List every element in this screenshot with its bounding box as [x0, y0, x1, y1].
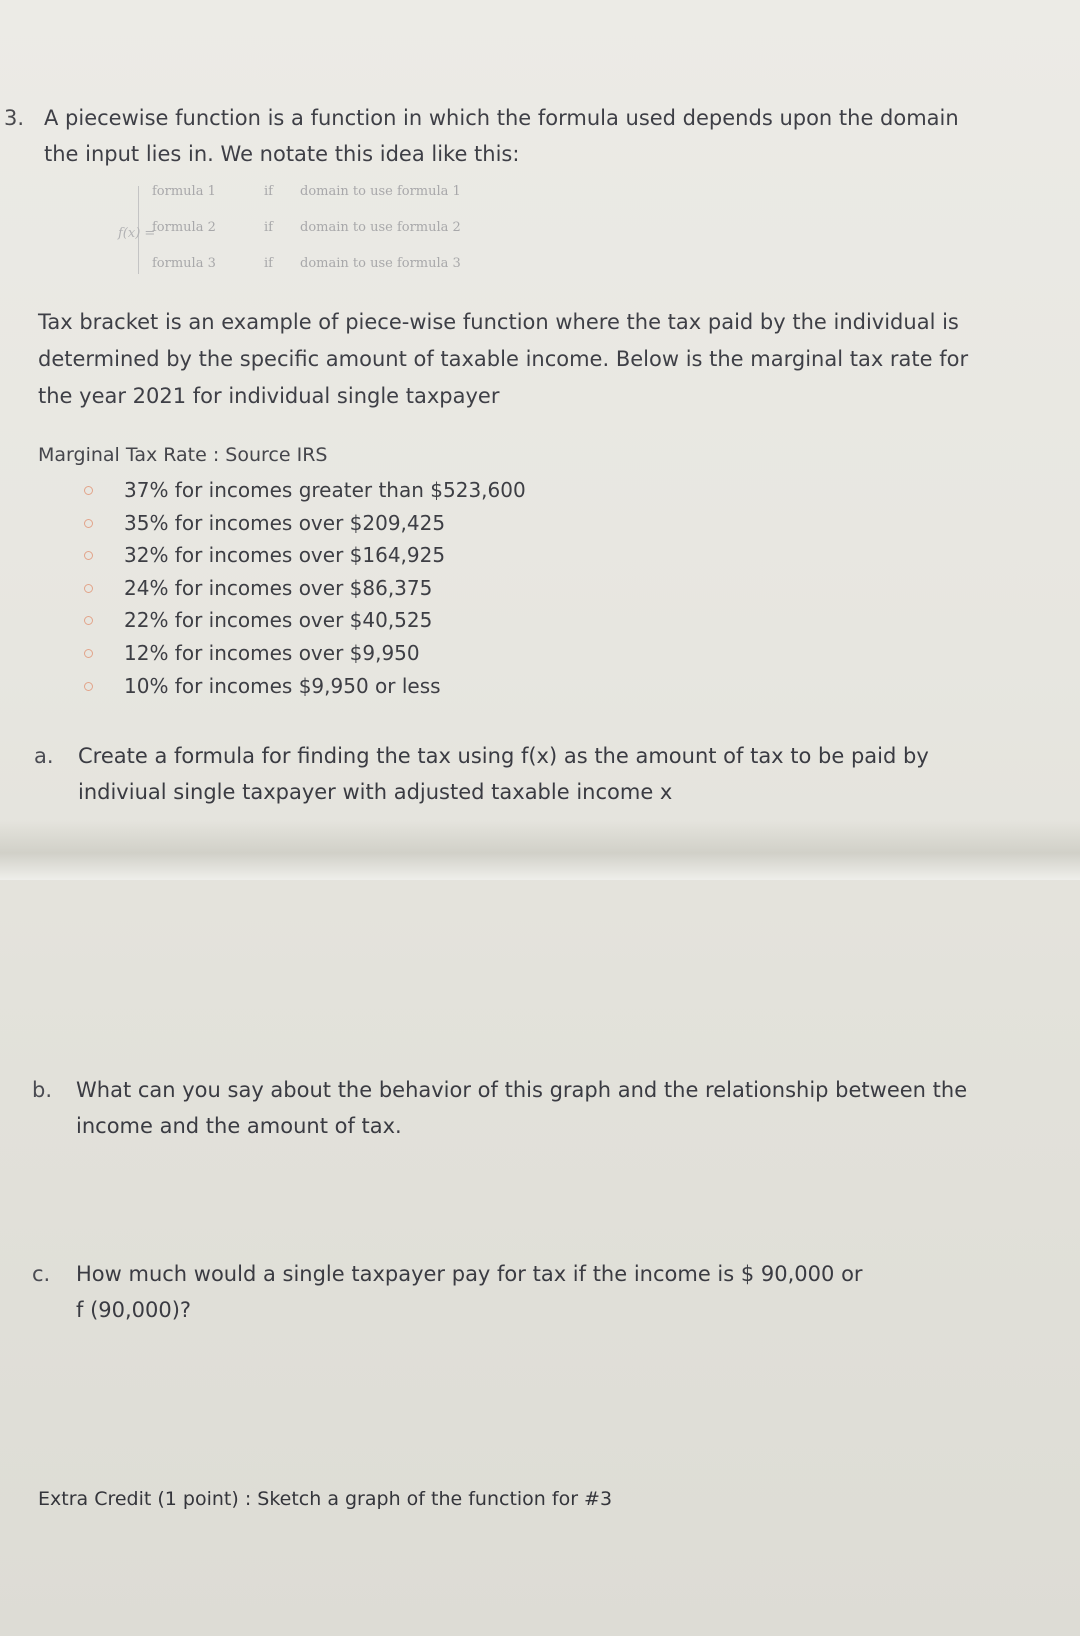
question-c — [32, 1256, 1032, 1336]
list-item — [80, 539, 680, 572]
list-item — [80, 572, 680, 605]
piecewise-notation-example — [118, 184, 540, 280]
piecewise-row-3 — [152, 256, 542, 276]
piecewise-row-2 — [152, 220, 542, 240]
tax-rate-list — [80, 474, 680, 702]
piecewise-domain: domain to use formula 2 — [300, 220, 461, 235]
fx-label: f(x) = — [118, 226, 156, 241]
question-b — [32, 1072, 1072, 1152]
piecewise-if: if — [264, 256, 273, 271]
question-a-line-2: indiviual single taxpayer with adjusted taxable income x — [78, 780, 673, 804]
piecewise-if: if — [264, 220, 273, 235]
list-item — [80, 507, 680, 540]
question-c-line-1: How much would a single taxpayer pay for tax if the income is $ 90,000 or — [76, 1262, 863, 1286]
piecewise-formula: formula 1 — [152, 184, 216, 199]
question-a — [34, 738, 1044, 818]
circle-bullet-icon — [84, 682, 93, 691]
question-b-label: b. — [32, 1078, 53, 1102]
circle-bullet-icon — [84, 551, 93, 560]
tax-rate-title: Marginal Tax Rate : Source IRS — [38, 444, 328, 466]
question-c-text — [76, 1256, 863, 1328]
paragraph-line-1: Tax bracket is an example of piece-wise function where the tax paid by the individual is — [38, 310, 959, 334]
rate-text: 24% for incomes over $86,375 — [124, 575, 433, 600]
list-item — [80, 670, 680, 703]
rate-text: 22% for incomes over $40,525 — [124, 608, 433, 633]
question-b-line-2: income and the amount of tax. — [76, 1114, 402, 1138]
list-item — [80, 474, 680, 507]
extra-credit-prompt: Extra Credit (1 point) : Sketch a graph of the function for #3 — [38, 1488, 613, 1510]
question-intro — [44, 100, 1074, 172]
question-a-text — [78, 738, 929, 810]
circle-bullet-icon — [84, 486, 93, 495]
list-item — [80, 637, 680, 670]
intro-line-2: the input lies in. We notate this idea like this: — [44, 142, 520, 166]
piecewise-formula: formula 3 — [152, 256, 216, 271]
list-item — [80, 604, 680, 637]
intro-line-1: A piecewise function is a function in which the formula used depends upon the domain — [44, 106, 959, 130]
piecewise-if: if — [264, 184, 273, 199]
question-b-line-1: What can you say about the behavior of this graph and the relationship between the — [76, 1078, 968, 1102]
circle-bullet-icon — [84, 519, 93, 528]
paragraph-line-3: the year 2021 for individual single taxpayer — [38, 384, 500, 408]
circle-bullet-icon — [84, 616, 93, 625]
circle-bullet-icon — [84, 649, 93, 658]
piecewise-domain: domain to use formula 3 — [300, 256, 461, 271]
question-c-label: c. — [32, 1262, 51, 1286]
rate-text: 10% for incomes $9,950 or less — [124, 673, 441, 698]
question-a-label: a. — [34, 744, 54, 768]
rate-text: 12% for incomes over $9,950 — [124, 640, 420, 665]
piecewise-formula: formula 2 — [152, 220, 216, 235]
question-number: 3. — [4, 106, 25, 130]
piecewise-row-1 — [152, 184, 542, 204]
question-b-text — [76, 1072, 967, 1144]
rate-text: 35% for incomes over $209,425 — [124, 510, 446, 535]
question-a-line-1: Create a formula for finding the tax using f(x) as the amount of tax to be paid by — [78, 744, 929, 768]
piecewise-domain: domain to use formula 1 — [300, 184, 461, 199]
question-c-line-2: f (90,000)? — [76, 1298, 192, 1322]
paragraph-line-2: determined by the specific amount of taxable income. Below is the marginal tax rate for — [38, 347, 969, 371]
rate-text: 32% for incomes over $164,925 — [124, 543, 446, 568]
rate-text: 37% for incomes greater than $523,600 — [124, 478, 526, 502]
tax-bracket-paragraph — [38, 304, 1078, 415]
circle-bullet-icon — [84, 584, 93, 593]
